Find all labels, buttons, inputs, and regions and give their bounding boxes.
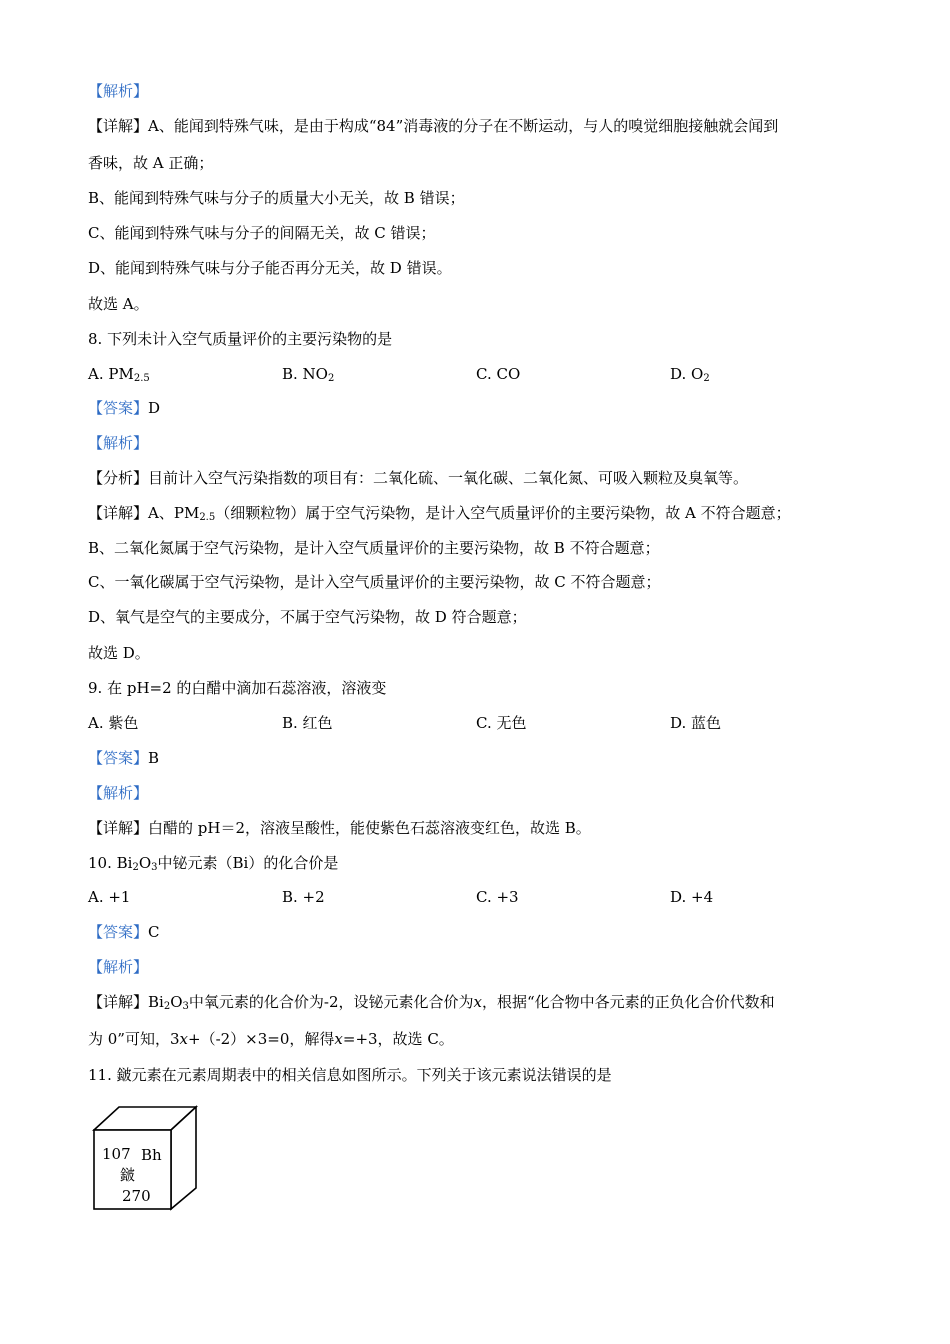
element-cube-drawing [92,1105,200,1213]
element-card-figure [92,1105,200,1213]
element-atomic-mass: 270 [122,1187,151,1205]
q10-answer [88,922,160,942]
q7-conclusion: 故选 A。 [88,295,149,313]
q8-option-b: B. $NO_2$ [282,365,335,384]
q9-option-c: C. 无色 [476,714,527,732]
q8-option-c: C. CO [476,365,521,383]
q9-detail-head: 【详解】 [88,819,149,837]
q10-answer-value: C [148,923,160,941]
q8-conclusion: 故选 D。 [88,644,150,662]
q8-options [88,364,868,384]
q7-detail-line2: 香味，故 A 正确； [88,154,214,172]
q9-answer-value: B [148,749,160,767]
q9-detail [88,818,591,838]
q8-detail-b: B、二氧化氮属于空气污染物，是计入空气质量评价的主要污染物，故 B 不符合题意； [88,539,660,557]
q7-option-d-explain: D、能闻到特殊气味与分子能否再分无关，故 D 错误。 [88,259,452,277]
q9-option-d: D. 蓝色 [670,714,722,732]
q9-jiexi-label: 【解析】 [88,784,149,802]
q9-option-a: A. 紫色 [88,714,139,732]
q8-answer-value: D [148,399,161,417]
q8-analysis [88,468,748,488]
q7-option-b-explain: B、能闻到特殊气味与分子的质量大小无关，故 B 错误； [88,189,465,207]
q8-answer-label: 【答案】 [88,399,149,417]
q10-option-a: A. +1 [88,888,131,906]
q7-detail-text: A、能闻到特殊气味，是由于构成“84”消毒液的分子在不断运动，与人的嗅觉细胞接触就会闻到 [148,117,779,135]
q9-question: 9. 在 pH=2 的白醋中滴加石蕊溶液，溶液变 [88,679,387,697]
q8-question: 8. 下列未计入空气质量评价的主要污染物的是 [88,330,393,348]
q7-option-c-explain: C、能闻到特殊气味与分子的间隔无关，故 C 错误； [88,224,436,242]
q11-question: 11. 𨨏元素在元素周期表中的相关信息如图所示。下列关于该元素说法错误的是 [88,1066,612,1084]
q10-detail-head: 【详解】 [88,993,149,1011]
q9-detail-text: 白醋的 pH＝2，溶液呈酸性，能使紫色石蕊溶液变红色，故选 B。 [148,819,591,837]
q10-detail-line2: 为 0”可知，3x+（-2）×3=0，解得x=+3，故选 C。 [88,1030,454,1048]
q8-detail-d: D、氧气是空气的主要成分，不属于空气污染物，故 D 符合题意； [88,608,527,626]
q7-detail-line1 [88,116,778,136]
q8-detail-head: 【详解】 [88,504,149,522]
q8-analysis-head: 【分析】 [88,469,149,487]
q9-answer [88,748,159,768]
q10-answer-label: 【答案】 [88,923,149,941]
q8-jiexi-label: 【解析】 [88,434,149,452]
q8-option-d: D. $O_2$ [670,365,710,384]
q9-option-b: B. 红色 [282,714,333,732]
q10-option-d: D. +4 [670,888,714,906]
q8-answer [88,398,160,418]
element-name: 𨨏 [120,1166,136,1184]
q10-options [88,887,868,907]
q8-detail-c: C、一氧化碳属于空气污染物，是计入空气质量评价的主要污染物，故 C 不符合题意； [88,573,661,591]
q10-jiexi-label: 【解析】 [88,958,149,976]
q9-options [88,713,868,733]
element-symbol: Bh [141,1146,162,1164]
q8-option-a: A. $PM_{2.5}$ [88,365,150,384]
element-atomic-number: 107 [102,1145,131,1163]
q10-option-c: C. +3 [476,888,519,906]
q10-question: 10. $Bi_2O_3$中铋元素（Bi）的化合价是 [88,854,339,873]
q7-jiexi-label: 【解析】 [88,82,149,100]
q8-detail-a: 【详解】A、$PM_{2.5}$（细颗粒物）属于空气污染物，是计入空气质量评价的主要污染物，故 A 不符合题意； [88,504,791,523]
q7-detail-head: 【详解】 [88,117,149,135]
q10-detail-line1: 【详解】$Bi_2O_3$中氧元素的化合价为-2，设铋元素化合价为x，根据“化合物中各元素的正负化合价代数和 [88,993,775,1012]
q8-analysis-text: 目前计入空气污染指数的项目有：二氧化硫、一氧化碳、二氧化氮、可吸入颗粒及臭氧等。 [148,469,749,487]
q9-answer-label: 【答案】 [88,749,149,767]
q10-option-b: B. +2 [282,888,325,906]
